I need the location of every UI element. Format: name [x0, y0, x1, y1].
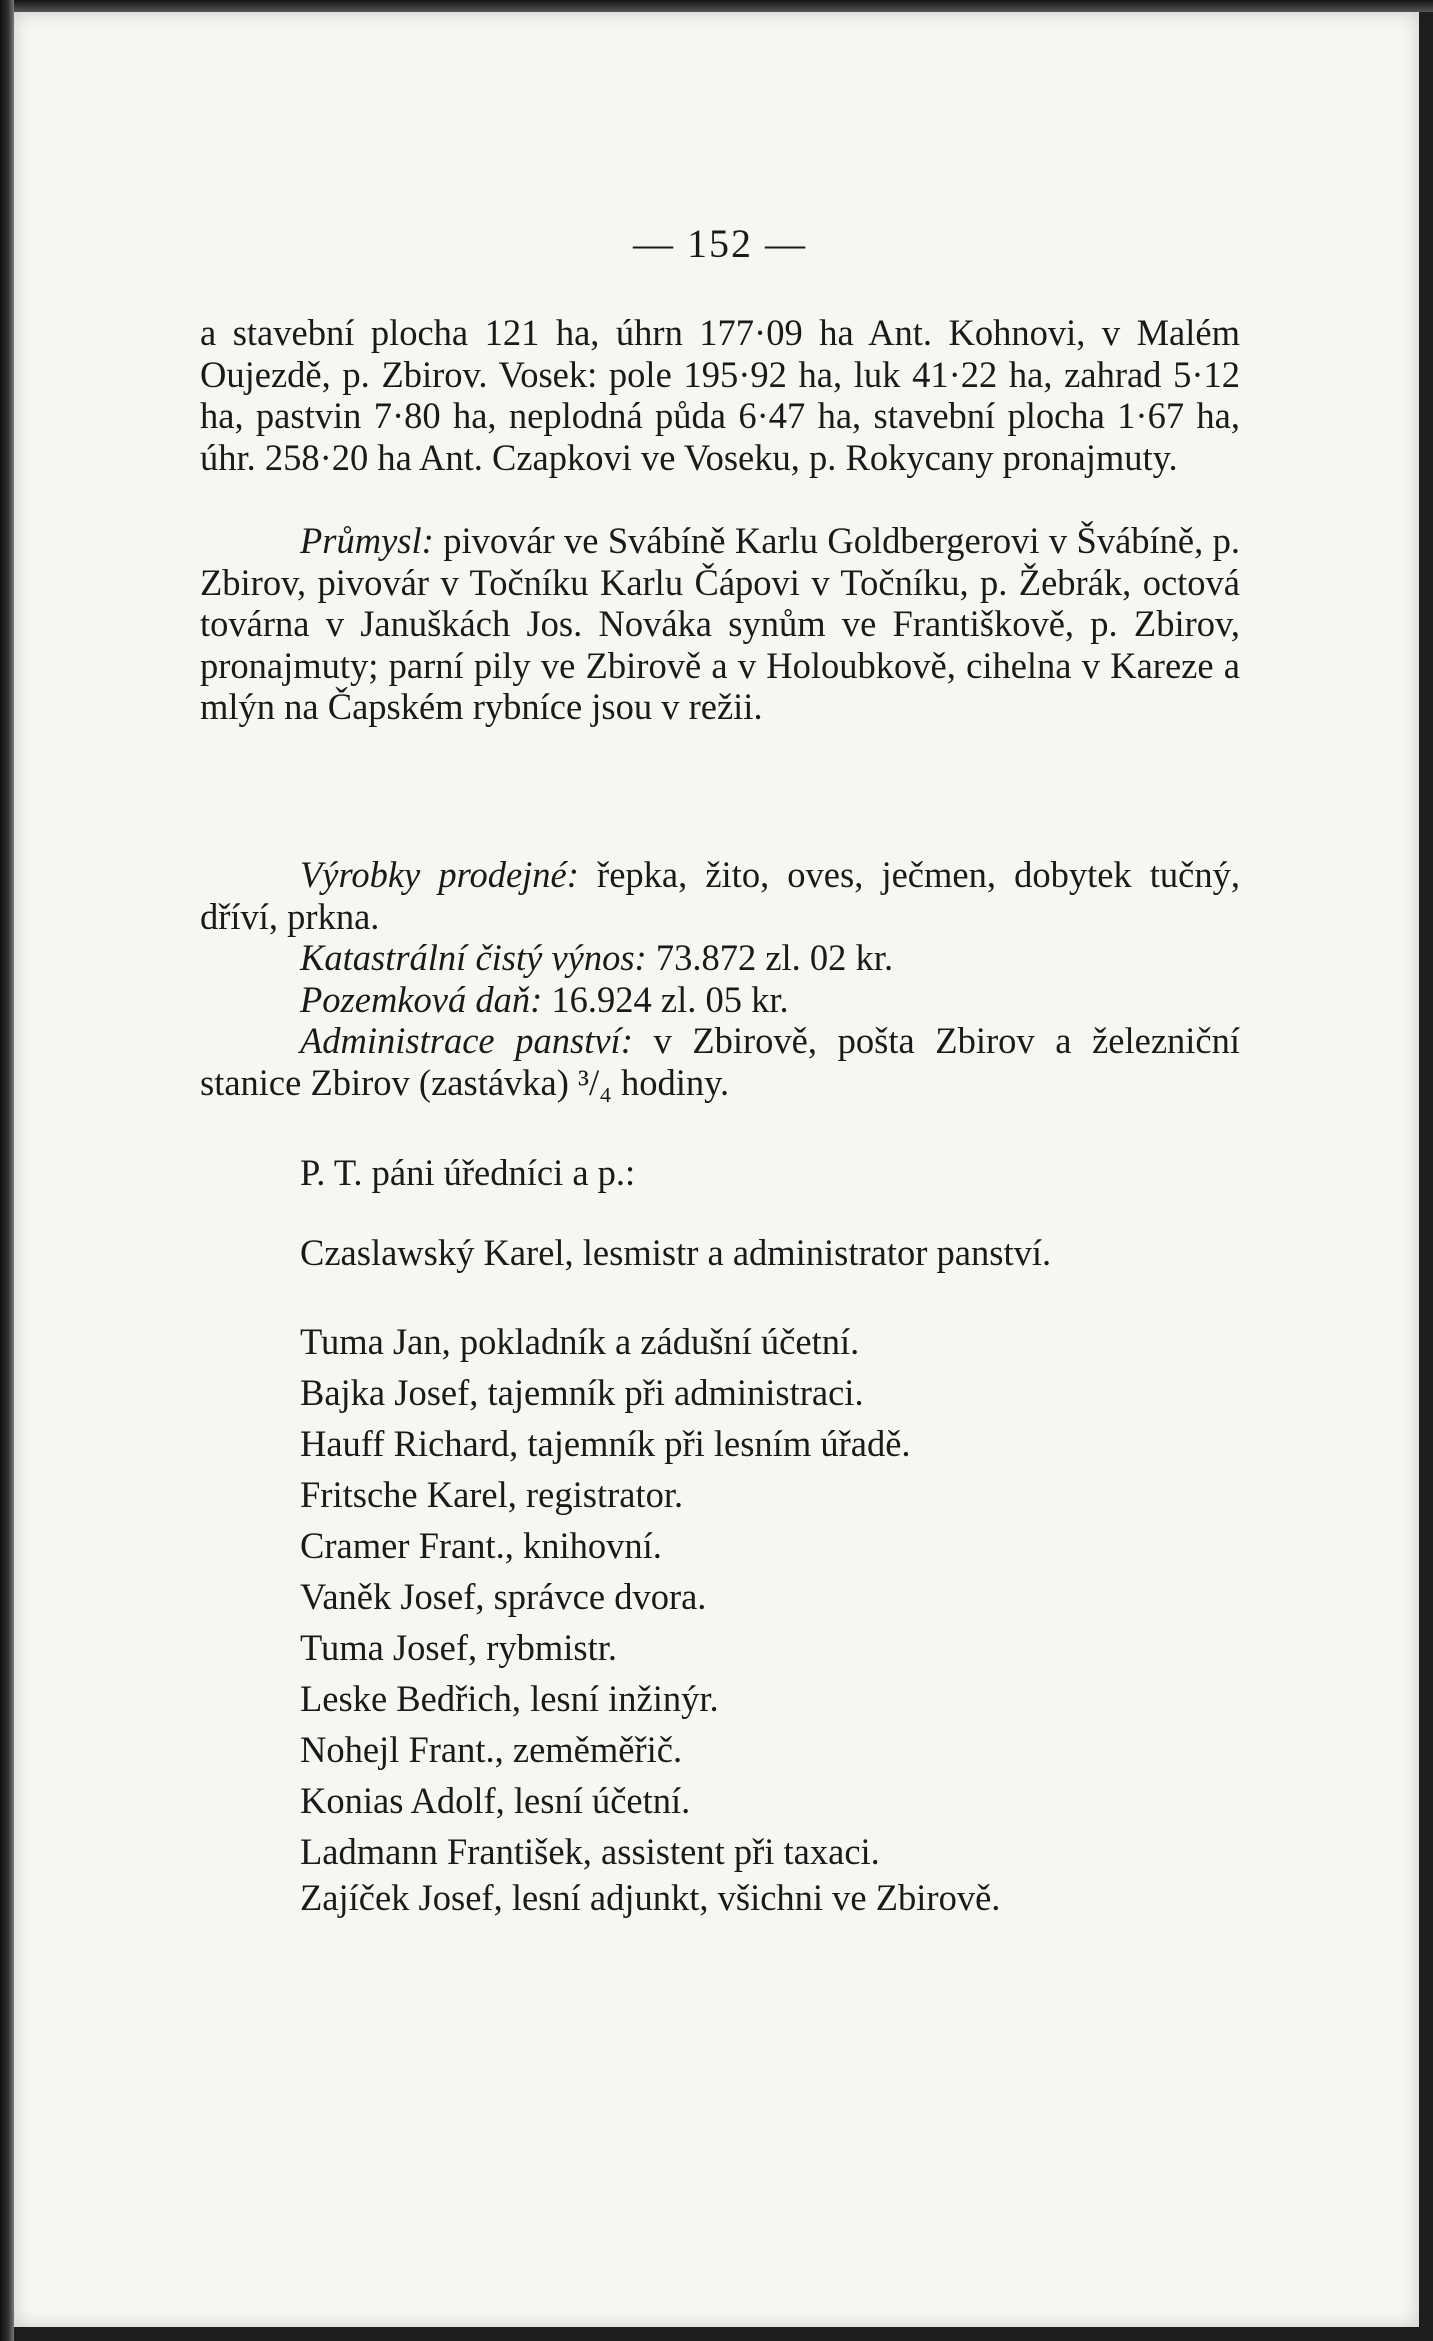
staff-entry: Tuma Josef, rybmistr. [300, 1627, 618, 1668]
industry-text: pivovár ve Svábíně Karlu Goldbergerovi v Švábíně, p. Zbirov, pivovár v Točníku Karlu Čápovi v Točníku, p. Žebrák, octová továrna v Januškách Jos. Nováka synům ve Františkově, p. Zbirov, pronajmuty; parní pily ve Zbirově a v Holoubkově, cihelna v Kareze a mlýn na Čapském rybníce jsou v režii. [200, 520, 1240, 728]
industry-label: Průmysl: [300, 520, 434, 561]
staff-entry: Konias Adolf, lesní účetní. [300, 1780, 691, 1821]
paragraph-administration [200, 1020, 1240, 1103]
administration-text: v Zbirově, pošta Zbirov a železniční stanice Zbirov (zastávka) ³/₄ hodiny. [200, 1020, 1240, 1103]
administration-label: Administrace panství: [300, 1020, 633, 1061]
scan-edge-left [0, 0, 14, 2341]
staff-entry: Bajka Josef, tajemník při administraci. [300, 1372, 864, 1413]
staff-entry: Vaněk Josef, správce dvora. [300, 1576, 707, 1617]
paragraph-products [200, 854, 1240, 937]
paragraph-industry [200, 520, 1240, 728]
products-text: řepka, žito, oves, ječmen, dobytek tučný, dříví, prkna. [200, 854, 1241, 937]
products-label: Výrobky prodejné: [300, 854, 579, 895]
staff-entry: Fritsche Karel, registrator. [300, 1474, 684, 1515]
staff-entry-first: Czaslawský Karel, lesmistr a administrator panství. [300, 1232, 1052, 1273]
staff-entry: Nohejl Frant., zeměměřič. [300, 1729, 683, 1770]
cadastral-label: Katastrální čistý výnos: [300, 937, 647, 978]
staff-entry: Tuma Jan, pokladník a zádušní účetní. [300, 1321, 860, 1362]
staff-entry: Zajíček Josef, lesní adjunkt, všichni ve Zbirově. [300, 1877, 1001, 1918]
staff-entry: Hauff Richard, tajemník při lesním úřadě. [300, 1423, 911, 1464]
staff-entry: Cramer Frant., knihovní. [300, 1525, 662, 1566]
land-tax-label: Pozemková daň: [300, 979, 543, 1020]
cadastral-value: 73.872 zl. 02 kr. [646, 937, 894, 978]
book-page [14, 12, 1419, 2327]
line-land-tax [200, 979, 1240, 1021]
page-number: — 152 — [633, 221, 807, 266]
staff-heading: P. T. páni úředníci a p.: [300, 1152, 636, 1193]
staff-entry: Ladmann František, assistent při taxaci. [300, 1831, 880, 1872]
scan-edge-top [0, 0, 1433, 12]
paragraph-land-holdings: a stavební plocha 121 ha, úhrn 177·09 ha Ant. Kohnovi, v Malém Oujezdě, p. Zbirov. Vosek: pole 195·92 ha, luk 41·22 ha, zahrad 5·12 ha, pastvin 7·80 ha, neplodná půda 6·47 ha, stavební plocha 1·67 ha, úhr. 258·20 ha Ant. Czapkovi ve Voseku, p. Rokycany pronajmuty. [200, 312, 1240, 478]
land-tax-value: 16.924 zl. 05 kr. [542, 979, 789, 1020]
line-cadastral-yield [200, 937, 1240, 979]
staff-entry: Leske Bedřich, lesní inžinýr. [300, 1678, 719, 1719]
